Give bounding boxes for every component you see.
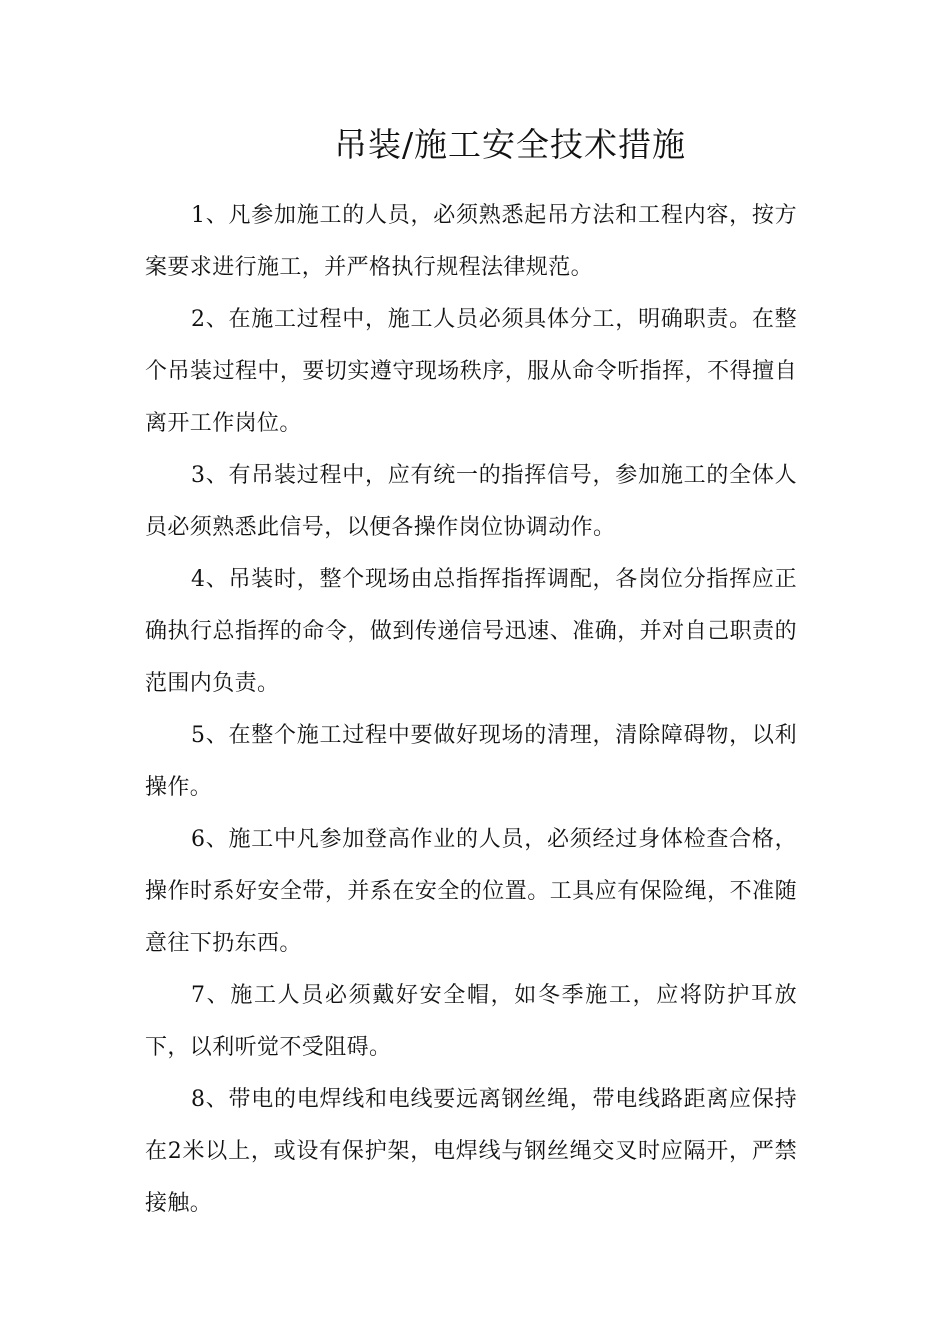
page-title: 吊装/施工安全技术措施 xyxy=(333,125,687,164)
paragraph-6: 6、施工中凡参加登高作业的人员，必须经过身体检查合格，操作时系好安全带，并系在安全的位置。工具应有保险绳，不准随意往下扔东西。 xyxy=(145,827,797,956)
document-body xyxy=(145,190,797,1230)
paragraph-4: 4、吊装时，整个现场由总指挥指挥调配，各岗位分指挥应正确执行总指挥的命令，做到传递信号迅速、准确，并对自己职责的范围内负责。 xyxy=(145,567,797,696)
paragraph-3: 3、有吊装过程中，应有统一的指挥信号，参加施工的全体人员必须熟悉此信号，以便各操作岗位协调动作。 xyxy=(145,463,797,540)
paragraph-1: 1、凡参加施工的人员，必须熟悉起吊方法和工程内容，按方案要求进行施工，并严格执行规程法律规范。 xyxy=(145,203,797,280)
paragraph-2: 2、在施工过程中，施工人员必须具体分工，明确职责。在整个吊装过程中，要切实遵守现场秩序，服从命令听指挥，不得擅自离开工作岗位。 xyxy=(145,307,797,436)
paragraph-7: 7、施工人员必须戴好安全帽，如冬季施工，应将防护耳放下，以利听觉不受阻碍。 xyxy=(145,983,797,1060)
paragraph-5: 5、在整个施工过程中要做好现场的清理，清除障碍物，以利操作。 xyxy=(145,723,797,800)
paragraph-8: 8、带电的电焊线和电线要远离钢丝绳，带电线路距离应保持在2米以上，或设有保护架，电焊线与钢丝绳交叉时应隔开，严禁接触。 xyxy=(145,1087,797,1216)
